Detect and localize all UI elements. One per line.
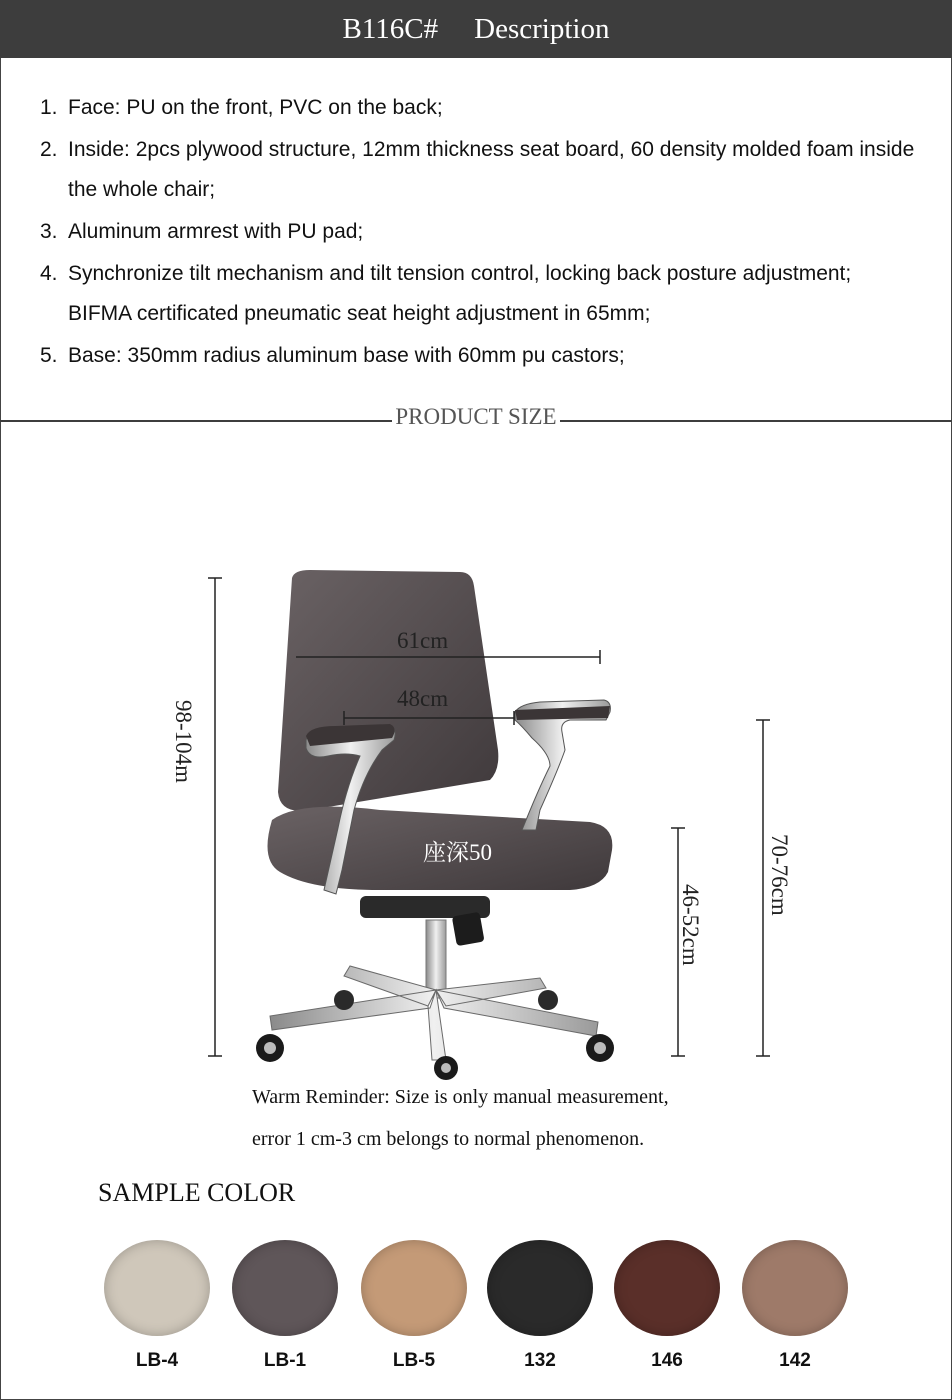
dimension-seat-depth: 座深50: [423, 840, 492, 865]
dimension-total-height: 98-104m: [171, 700, 196, 784]
item-text: Inside: 2pcs plywood structure, 12mm thickness seat board, 60 density molded foam inside the whole chair;: [68, 138, 915, 201]
color-code: 132: [524, 1350, 556, 1371]
header-title: Description: [474, 13, 610, 45]
color-dot: [487, 1240, 593, 1336]
item-number: 1.: [40, 96, 58, 119]
color-dot: [614, 1240, 720, 1336]
color-code: 146: [651, 1350, 683, 1371]
page-header: [0, 0, 952, 58]
item-text: Base: 350mm radius aluminum base with 60mm pu castors;: [68, 344, 625, 367]
product-size-label: PRODUCT SIZE: [392, 404, 559, 429]
item-number: 3.: [40, 220, 58, 243]
swatch-132[interactable]: [487, 1240, 593, 1372]
castor: [538, 990, 558, 1010]
model-number: B116C#: [342, 13, 439, 45]
item-number: 5.: [40, 344, 58, 367]
gas-lift: [426, 920, 446, 998]
dimension-total-width: 61cm: [397, 628, 449, 653]
item-text: Aluminum armrest with PU pad;: [68, 220, 364, 243]
reminder-line-1: Warm Reminder: Size is only manual measurement,: [252, 1086, 669, 1108]
product-size-title: [0, 404, 952, 430]
chair-backrest: [278, 570, 498, 811]
swatch-lb-4[interactable]: [104, 1240, 210, 1372]
color-swatches: [104, 1240, 864, 1370]
color-code: 142: [779, 1350, 811, 1371]
swatch-lb-5[interactable]: [361, 1240, 467, 1372]
color-dot: [104, 1240, 210, 1336]
sample-color-title: SAMPLE COLOR: [98, 1178, 296, 1207]
description-item: [40, 130, 920, 210]
swatch-142[interactable]: [742, 1240, 848, 1372]
color-code: LB-4: [135, 1350, 179, 1371]
description-list: [40, 88, 920, 378]
castor: [334, 990, 354, 1010]
description-item: [40, 212, 920, 252]
dimension-arm-height: 70-76cm: [767, 834, 792, 916]
color-dot: [742, 1240, 848, 1336]
dimension-seat-height: 46-52cm: [678, 884, 703, 966]
description-item: [40, 254, 920, 334]
color-dot: [361, 1240, 467, 1336]
item-number: 4.: [40, 262, 58, 285]
item-text: Face: PU on the front, PVC on the back;: [68, 96, 443, 119]
description-item: [40, 88, 920, 128]
color-code: LB-1: [263, 1350, 307, 1371]
reminder-line-2: error 1 cm-3 cm belongs to normal phenomenon.: [252, 1128, 645, 1150]
swatch-146[interactable]: [614, 1240, 720, 1372]
chair-illustration: [160, 560, 800, 1080]
dimension-seat-width: 48cm: [397, 686, 449, 711]
swatch-lb-1[interactable]: [232, 1240, 338, 1372]
description-item: [40, 336, 920, 376]
color-code: LB-5: [392, 1350, 436, 1371]
color-dot: [232, 1240, 338, 1336]
item-number: 2.: [40, 138, 58, 161]
item-text: Synchronize tilt mechanism and tilt tension control, locking back posture adjustment; BIFMA certificated pneumatic seat height adjustment in 65mm;: [68, 262, 852, 325]
